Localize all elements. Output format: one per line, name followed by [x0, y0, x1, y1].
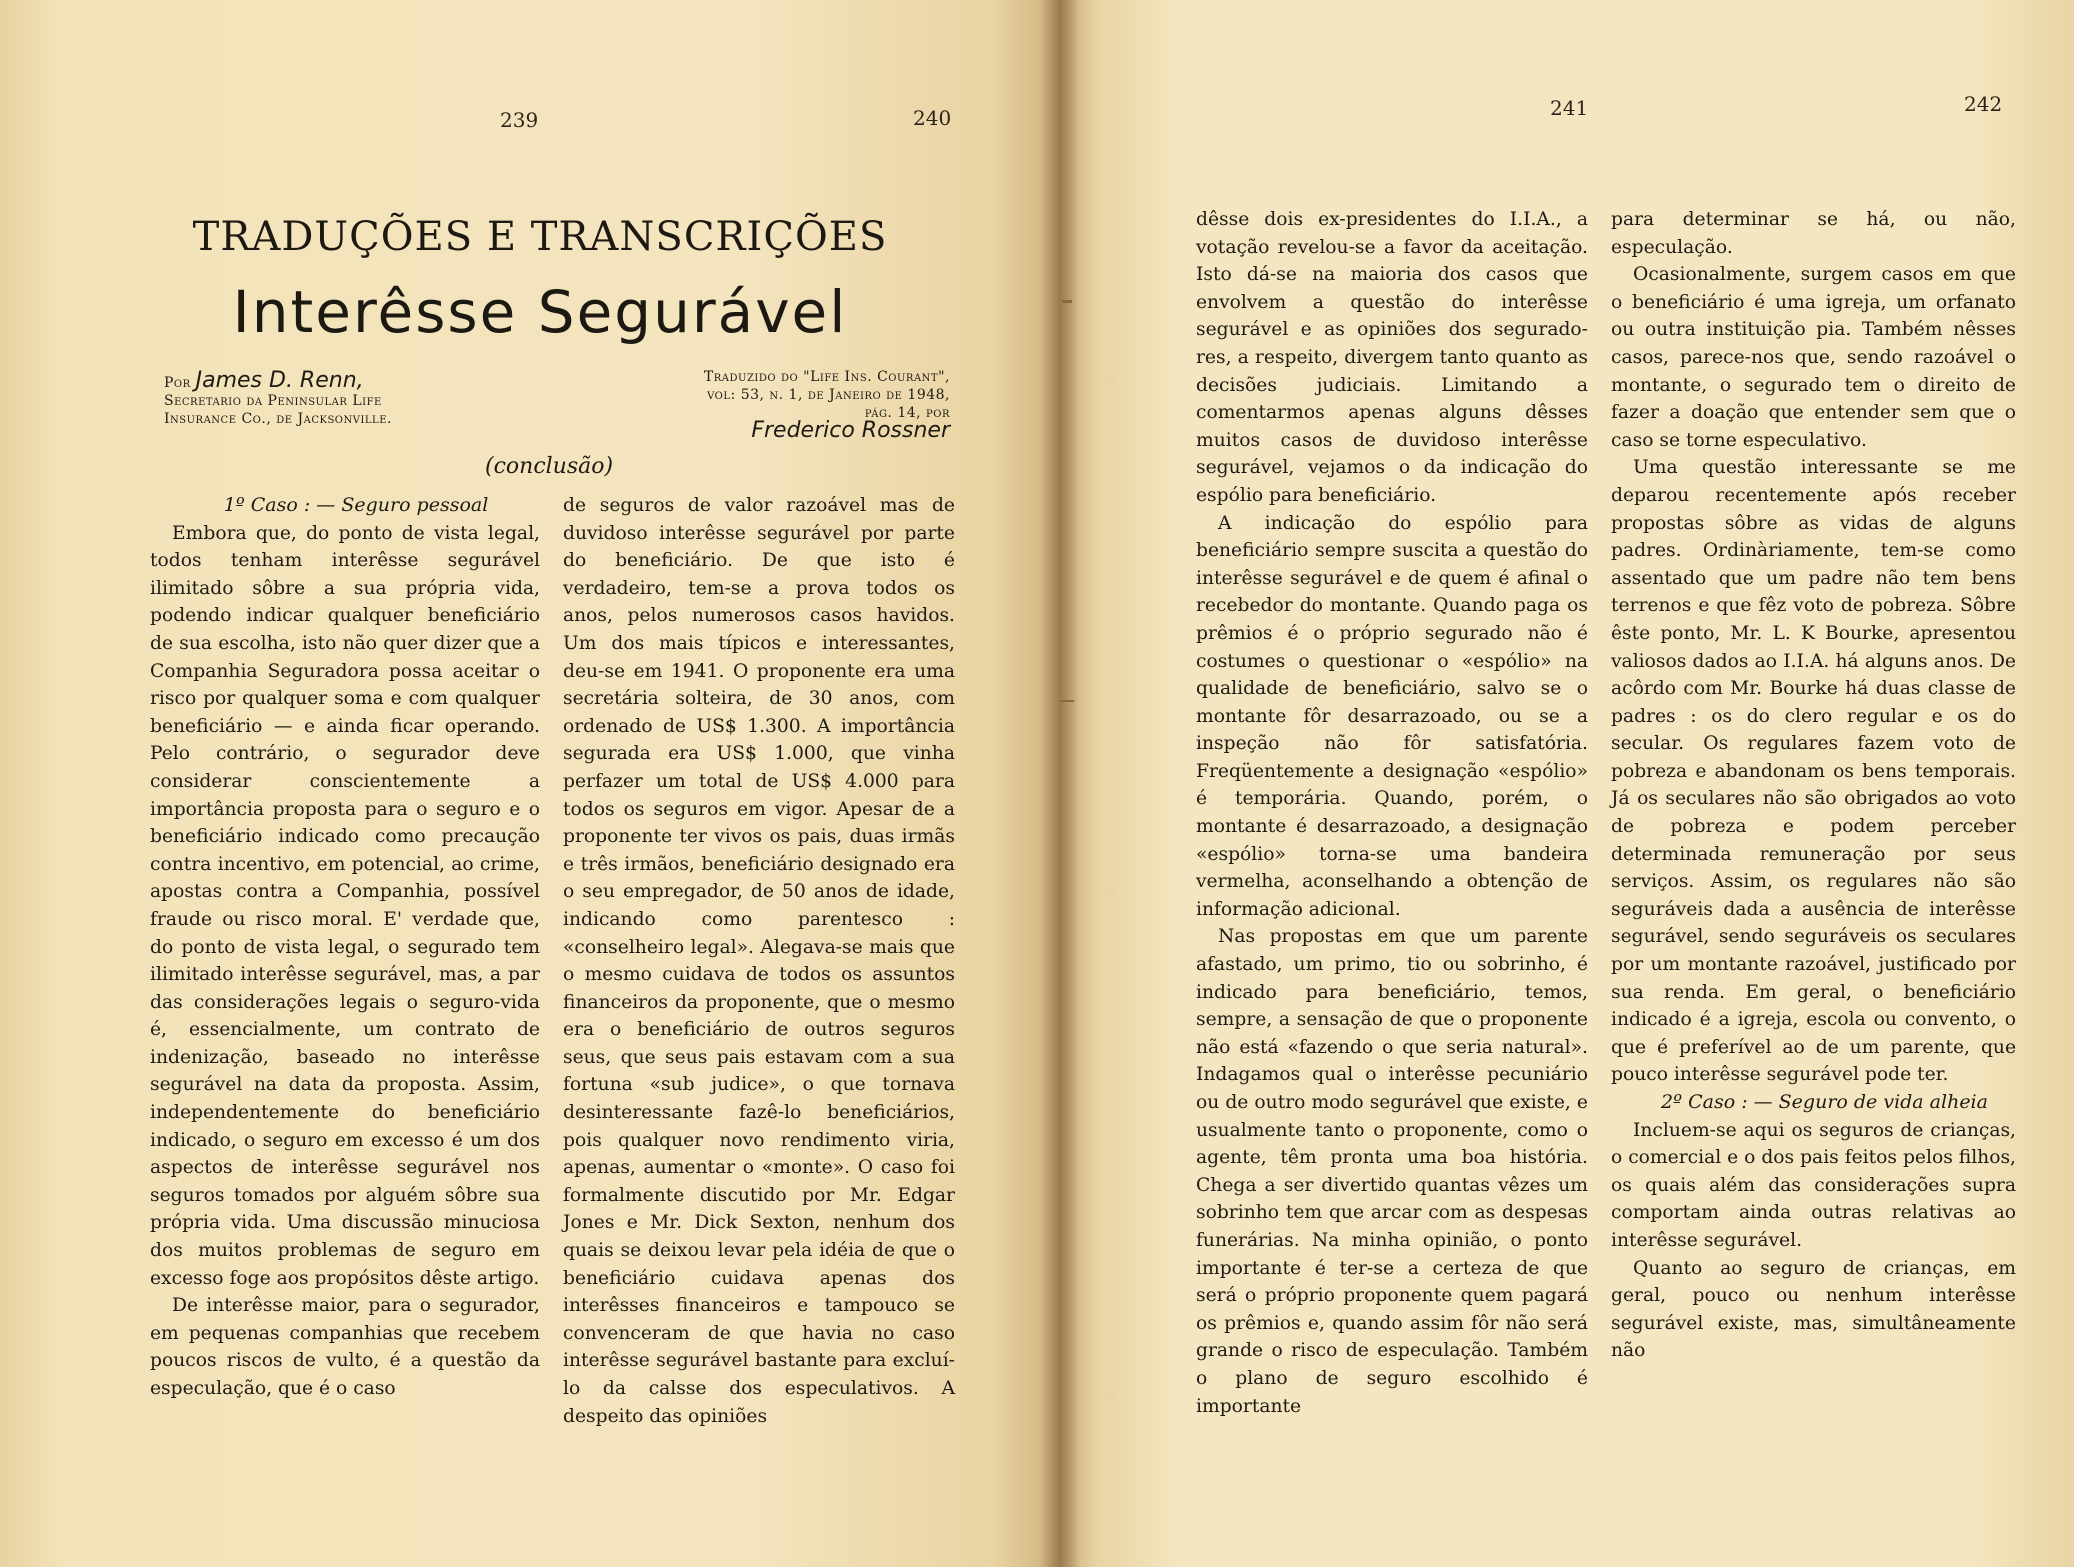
paragraph: A indicação do espólio para beneficiário sempre suscita a questão do interêsse segurável e de quem é afinal o recebedor do montante. Quando paga os prêmios é o próprio segurado não é costumes o questionar o «espólio» na qualidade de beneficiário, salvo se o montante fôr desarrazoado, ou se a inspeção não fôr satisfatória. Freqüentemente a designação «espólio» é temporária. Quando, porém, o montante é desarrazoado, a designação «espólio» torna-se uma bandeira vermelha, aconselhando a obtenção de informação adicional.	[1196, 512, 1588, 920]
byline-author	[164, 368, 484, 428]
case-1-subhead: 1º Caso : — Seguro pessoal	[223, 494, 489, 516]
source-line3: pág. 14, por	[864, 405, 950, 421]
paragraph: Ocasionalmente, surgem casos em que o beneficiário é uma igreja, um orfanato ou outra instituição pia. Também nêsses casos, parece-nos que, sendo razoável o montante, o segurado tem o direito de fazer a doação que entender sem que o caso se torne especulativo.	[1611, 264, 2016, 451]
translator-name: Frederico Rossner	[751, 418, 950, 443]
gutter-mark	[1062, 300, 1072, 303]
section-heading: TRADUÇÕES E TRANSCRIÇÕES	[192, 214, 888, 260]
text-column-3	[1196, 206, 1588, 1420]
paragraph: Incluem-se aqui os seguros de crianças, o comercial e o dos pais feitos pelos filhos, os quais além das considerações supra comportam ainda outras relativas ao interêsse segurável.	[1611, 1119, 2016, 1251]
source-line2: vol: 53, n. 1, de Janeiro de 1948,	[707, 387, 950, 403]
page-number-240: 240	[913, 106, 952, 130]
continuation-note: (conclusão)	[485, 454, 614, 479]
case-2-subhead: 2º Caso : — Seguro de vida alheia	[1661, 1091, 1988, 1113]
text-column-1	[150, 492, 540, 1403]
paragraph: De interêsse maior, para o segurador, em pequenas companhias que recebem poucos riscos de vulto, é a questão da especulação, que é o caso	[150, 1295, 540, 1399]
book-gutter	[1040, 0, 1080, 1567]
author-role-line1: Secretario da Peninsular Life	[164, 393, 382, 409]
paragraph: para determinar se há, ou não, especulação.	[1611, 209, 2016, 258]
page-number-242: 242	[1964, 92, 2003, 116]
gutter-mark	[1060, 700, 1074, 702]
paragraph: Quanto ao seguro de crianças, em geral, pouco ou nenhum interêsse segurável existe, mas, simultâneamente não	[1611, 1257, 2016, 1362]
byline-prefix: Por	[164, 375, 191, 391]
page-number-239: 239	[500, 108, 539, 132]
paragraph: dêsse dois ex-presidentes do I.I.A., a votação revelou-se a favor da aceitação. Isto dá-se na maioria dos casos que envolvem a questão do interêsse segurável e as opiniões dos segurado-res, a respeito, divergem tanto quanto as decisões judiciais. Limitando a comentarmos apenas alguns dêsses muitos casos de duvidoso interêsse segurável, vejamos o da indicação do espólio para beneficiário.	[1196, 209, 1588, 506]
page-number-241: 241	[1550, 96, 1589, 120]
paragraph: de seguros de valor razoável mas de duvidoso interêsse segurável por parte do beneficiário. De que isto é verdadeiro, tem-se a prova todos os anos, pelos numerosos casos havidos. Um dos mais típicos e interessantes, deu-se em 1941. O proponente era uma secretária solteira, de 30 anos, com ordenado de US$ 1.300. A importância segurada era US$ 1.000, que vinha perfazer um total de US$ 4.000 para todos os seguros em vigor. Apesar de a proponente ter vivos os pais, duas irmãs e três irmãos, beneficiário designado era o seu empregador, de 50 anos de idade, indicando como parentesco : «conselheiro legal». Alegava-se mais que o mesmo cuidava de todos os assuntos financeiros da proponente, que o mesmo era o beneficiário de outros seguros seus, que seus pais estavam com a sua fortuna «sub judice», o que tornava desinteressante fazê-lo beneficiários, pois qualquer novo rendimento viria, apenas, aumentar o «monte». O caso foi formalmente discutido por Mr. Edgar Jones e Mr. Dick Sexton, nenhum dos quais se deixou levar pela idéia de que o beneficiário cuidava apenas dos interêsses financeiros e tampouco se convenceram de que havia no caso interêsse segurável bastante para excluí-lo da calsse dos especulativos. A despeito das opiniões	[563, 495, 955, 1427]
article-title: Interêsse Segurável	[232, 278, 848, 346]
paragraph: Nas propostas em que um parente afastado, um primo, tio ou sobrinho, é indicado para beneficiário, temos, sempre, a sensação de que o proponente não está «fazendo o que seria natural». Indagamos qual o interêsse pecuniário ou de outro modo segurável que existe, e usualmente tanto o proponente, como o agente, têm pronta uma boa história. Chega a ser divertido quantas vêzes um sobrinho tem que arcar com as despesas funerárias. Na minha opinião, o ponto importante é ter-se a certeza de que será o próprio proponente quem pagará os prêmios e, quando assim fôr não será grande o risco de especulação. Também o plano de seguro escolhido é importante	[1196, 926, 1588, 1417]
text-column-2	[563, 492, 955, 1430]
paragraph: Embora que, do ponto de vista legal, todos tenham interêsse segurável ilimitado sôbre a sua própria vida, podendo indicar qualquer beneficiário de sua escolha, isto não quer dizer que a Companhia Seguradora possa aceitar o risco por qualquer soma e com qualquer beneficiário — e ainda ficar operando. Pelo contrário, o segurador deve considerar conscientemente a importância proposta para o seguro e o beneficiário indicado como precaução contra incentivo, em potencial, ao crime, apostas contra a Companhia, possível fraude ou risco moral. E' verdade que, do ponto de vista legal, o segurado tem ilimitado interêsse segurável, mas, a par das considerações legais o seguro-vida é, essencialmente, um contrato de indenização, baseado no interêsse segurável na data da proposta. Assim, independentemente do beneficiário indicado, o seguro em excesso é um dos aspectos de interêsse segurável nos seguros tomados por alguém sôbre sua própria vida. Uma discussão minuciosa dos muitos problemas de seguro em excesso foge aos propósitos dêste artigo.	[150, 522, 540, 1289]
byline-translator	[590, 368, 950, 443]
author-name: James D. Renn,	[195, 368, 364, 393]
paragraph: Uma questão interessante se me deparou recentemente após receber propostas sôbre as vidas de alguns padres. Ordinàriamente, tem-se como assentado que um padre não tem bens terrenos e que fêz voto de pobreza. Sôbre êste ponto, Mr. L. K Bourke, apresentou valiosos dados ao I.I.A. há alguns anos. De acôrdo com Mr. Bourke há duas classe de padres : os do clero regular e os do secular. Os regulares fazem voto de pobreza e abandonam os bens temporais. Já os seculares não são obrigados ao voto de pobreza e podem perceber determinada remuneração por seus serviços. Assim, os regulares não são seguráveis dada a ausência de interêsse segurável, sendo seguráveis os seculares por um montante razoável, justificado por sua renda. Em geral, o beneficiário indicado é a igreja, escola ou convento, o que é preferível ao de um parente, que pouco interêsse segurável pode ter.	[1611, 457, 2016, 1086]
author-role-line2: Insurance Co., de Jacksonville.	[164, 411, 392, 427]
source-line1: Traduzido do "Life Ins. Courant",	[703, 369, 950, 385]
text-column-4	[1611, 206, 2016, 1365]
